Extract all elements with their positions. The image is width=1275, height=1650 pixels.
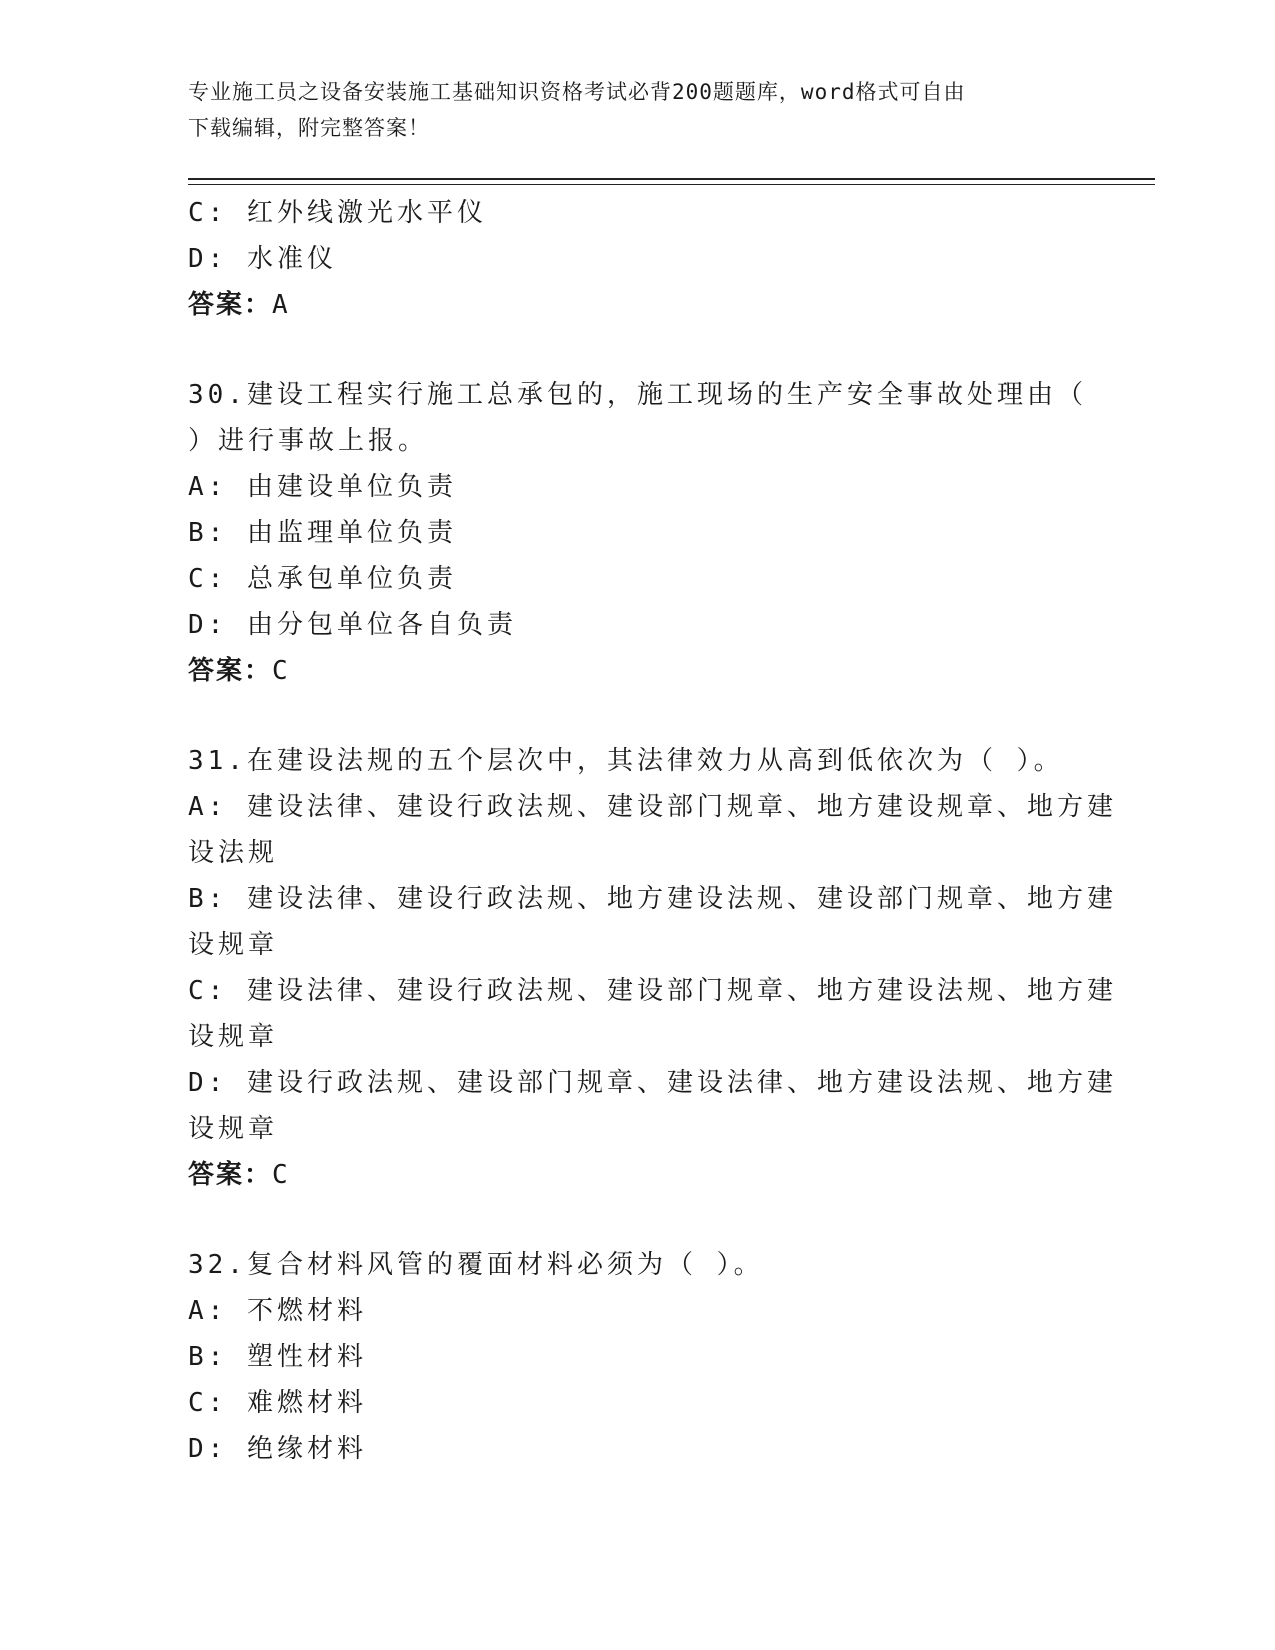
answer-label: 答案：	[188, 1160, 273, 1190]
answer-value: A	[272, 290, 290, 320]
question-31	[188, 738, 1117, 1198]
answer-label: 答案：	[188, 290, 273, 320]
option-d: D: 由分包单位各自负责	[188, 610, 517, 640]
option-a-continued: 设法规	[188, 838, 279, 868]
header-divider-thin	[188, 184, 1155, 185]
question-stem: ）进行事故上报。	[188, 426, 429, 456]
option-c-continued: 设规章	[188, 1022, 279, 1052]
option-b: B: 建设法律、建设行政法规、地方建设法规、建设部门规章、地方建	[188, 884, 1117, 914]
option-b: B: 塑性材料	[188, 1342, 367, 1372]
option-c: C: 总承包单位负责	[188, 564, 457, 594]
option-a: A: 建设法律、建设行政法规、建设部门规章、地方建设规章、地方建	[188, 792, 1117, 822]
header-line-1: 专业施工员之设备安装施工基础知识资格考试必背200题题库，word格式可自由	[188, 80, 966, 104]
header-line-2: 下载编辑，附完整答案！	[188, 116, 430, 140]
question-stem: 32.复合材料风管的覆面材料必须为（ ）。	[188, 1250, 764, 1280]
option-b: B: 由监理单位负责	[188, 518, 457, 548]
question-stem: 31.在建设法规的五个层次中，其法律效力从高到低依次为（ ）。	[188, 746, 1064, 776]
header-divider	[188, 178, 1155, 180]
option-d: D: 水准仪	[188, 244, 337, 274]
question-stem: 30.建设工程实行施工总承包的，施工现场的生产安全事故处理由（	[188, 380, 1087, 410]
option-c: C: 红外线激光水平仪	[188, 198, 487, 228]
option-d-continued: 设规章	[188, 1114, 279, 1144]
question-32	[188, 1242, 1088, 1472]
question-29-continuation	[188, 190, 1088, 328]
answer-value: C	[272, 656, 290, 686]
document-header	[188, 74, 1088, 146]
answer-line	[188, 648, 1088, 694]
answer-label: 答案：	[188, 656, 273, 686]
option-a: A: 由建设单位负责	[188, 472, 457, 502]
option-c: C: 建设法律、建设行政法规、建设部门规章、地方建设法规、地方建	[188, 976, 1117, 1006]
option-b-continued: 设规章	[188, 930, 279, 960]
option-d: D: 绝缘材料	[188, 1434, 367, 1464]
question-30	[188, 372, 1088, 694]
answer-line	[188, 1152, 1088, 1198]
option-c: C: 难燃材料	[188, 1388, 367, 1418]
option-d: D: 建设行政法规、建设部门规章、建设法律、地方建设法规、地方建	[188, 1068, 1117, 1098]
option-a: A: 不燃材料	[188, 1296, 367, 1326]
answer-line	[188, 282, 1088, 328]
question-content	[188, 190, 1117, 1472]
answer-value: C	[272, 1160, 290, 1190]
